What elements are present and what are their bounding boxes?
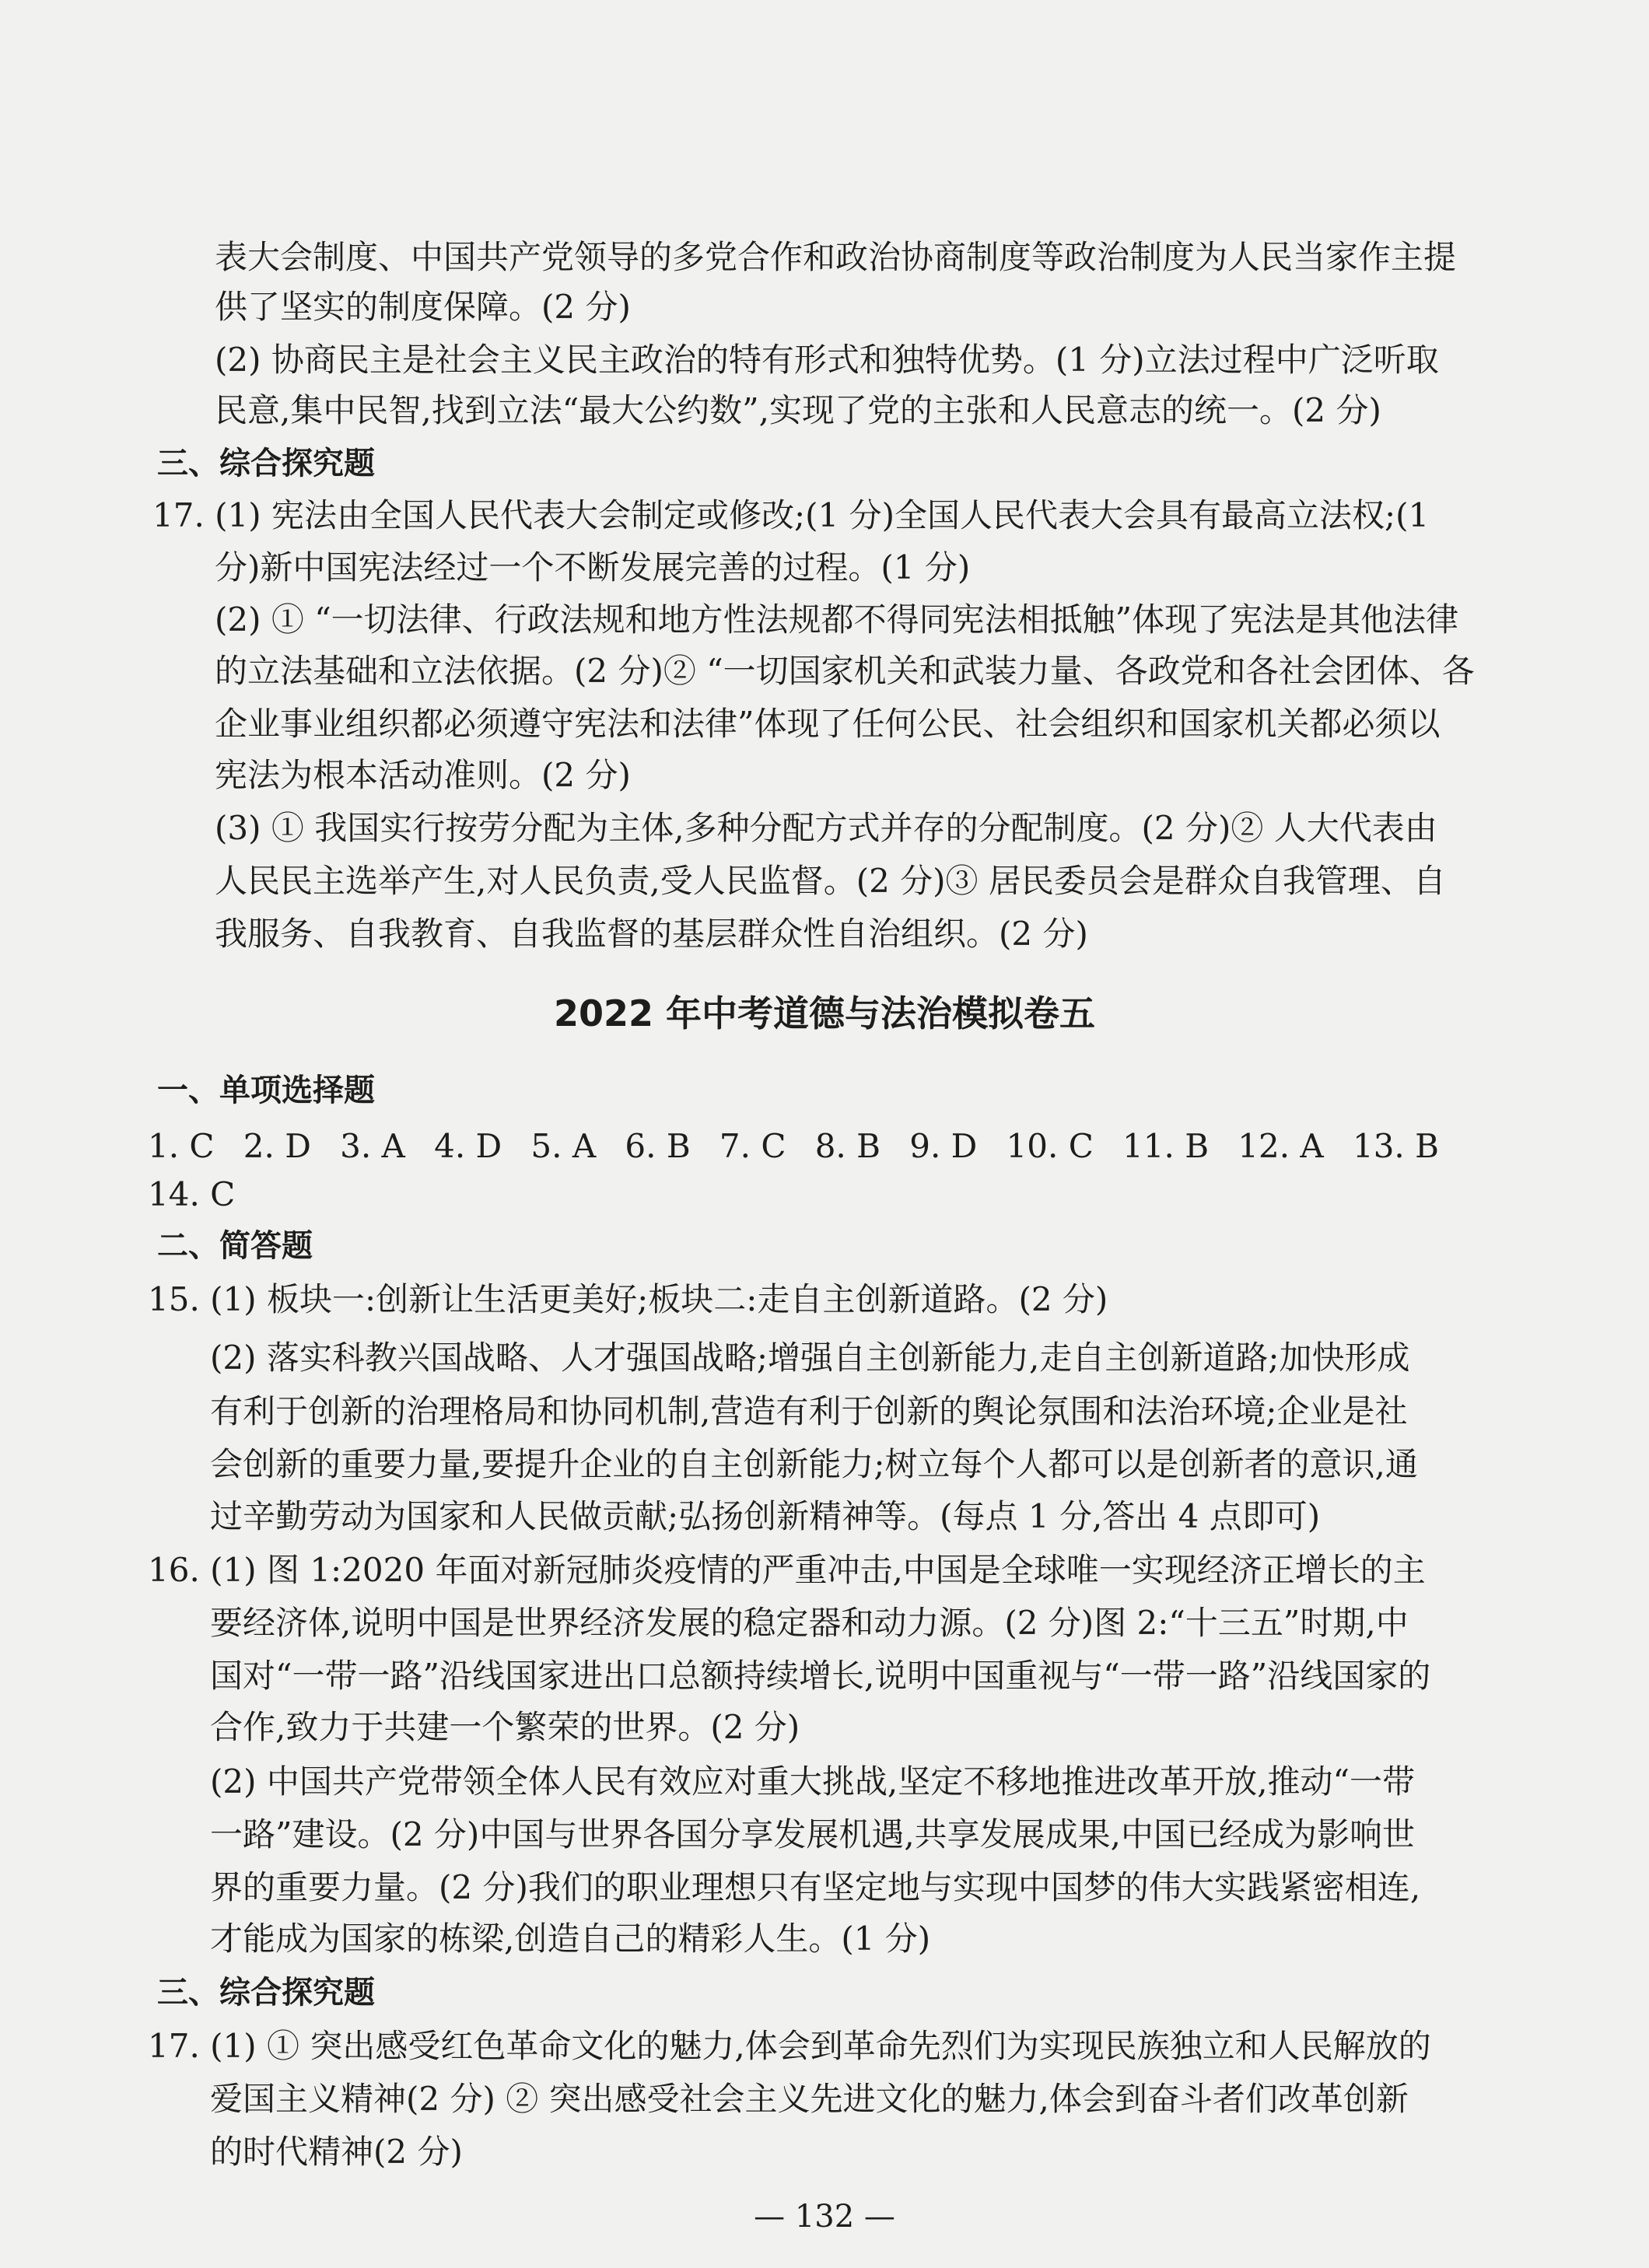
paragraph-line: 供了坚实的制度保障。(2 分) (215, 288, 631, 326)
paragraph-line: 15. (1) 板块一:创新让生活更美好;板块二:走自主创新道路。(2 分) (148, 1280, 1108, 1318)
section-heading: 一、单项选择题 (157, 1073, 375, 1108)
paragraph-line: 宪法为根本活动准则。(2 分) (215, 756, 631, 794)
paragraph-line: 的立法基础和立法依据。(2 分)② “一切国家机关和武装力量、各政党和各社会团体、各 (215, 652, 1475, 690)
answer-item: 14. C (148, 1175, 236, 1213)
answer-item: 3. A (340, 1127, 405, 1165)
answer-item: 8. B (814, 1127, 881, 1165)
paragraph-line: 16. (1) 图 1:2020 年面对新冠肺炎疫情的严重冲击,中国是全球唯一实现经济正增长的主 (148, 1551, 1426, 1589)
page-number: — 132 — (754, 2199, 895, 2235)
paragraph-line: 一路”建设。(2 分)中国与世界各国分享发展机遇,共享发展成果,中国已经成为影响世 (210, 1815, 1416, 1853)
section-heading: 三、综合探究题 (157, 1975, 375, 2011)
choice-answers-row (148, 1122, 1439, 1171)
paragraph-line: 有利于创新的治理格局和协同机制,营造有利于创新的舆论氛围和法治环境;企业是社 (210, 1392, 1408, 1430)
paragraph-line: 人民民主选举产生,对人民负责,受人民监督。(2 分)③ 居民委员会是群众自我管理、自 (215, 862, 1446, 900)
answer-item: 5. A (530, 1127, 597, 1165)
paragraph-line: 企业事业组织都必须遵守宪法和法律”体现了任何公民、社会组织和国家机关都必须以 (215, 705, 1441, 743)
answer-item: 13. B (1352, 1127, 1439, 1165)
answer-item: 4. D (434, 1127, 502, 1165)
answer-item: 2. D (243, 1127, 311, 1165)
paragraph-line: 过辛勤劳动为国家和人民做贡献;弘扬创新精神等。(每点 1 分,答出 4 点即可) (210, 1497, 1321, 1535)
paragraph-line: (2) 中国共产党带领全体人民有效应对重大挑战,坚定不移地推进改革开放,推动“一带 (210, 1762, 1416, 1801)
answer-item: 12. A (1238, 1127, 1324, 1165)
paragraph-line: 合作,致力于共建一个繁荣的世界。(2 分) (210, 1708, 800, 1746)
section-heading: 二、简答题 (157, 1228, 313, 1264)
paragraph-line: 我服务、自我教育、自我监督的基层群众性自治组织。(2 分) (215, 915, 1088, 953)
paragraph-line: (2) 落实科教兴国战略、人才强国战略;增强自主创新能力,走自主创新道路;加快形成 (210, 1339, 1410, 1377)
paragraph-line: 界的重要力量。(2 分)我们的职业理想只有坚定地与实现中国梦的伟大实践紧密相连, (210, 1868, 1421, 1906)
paragraph-line: (2) 协商民主是社会主义民主政治的特有形式和独特优势。(1 分)立法过程中广泛听取 (215, 341, 1439, 379)
answer-item: 6. B (625, 1127, 691, 1165)
paragraph-line: 会创新的重要力量,要提升企业的自主创新能力;树立每个人都可以是创新者的意识,通 (210, 1445, 1418, 1483)
answer-item: 7. C (719, 1127, 786, 1165)
paragraph-line: 才能成为国家的栋梁,创造自己的精彩人生。(1 分) (210, 1920, 931, 1958)
paragraph-line: 17. (1) ① 突出感受红色革命文化的魅力,体会到革命先烈们为实现民族独立和人民解放的 (148, 2027, 1431, 2065)
paragraph-line: 17. (1) 宪法由全国人民代表大会制定或修改;(1 分)全国人民代表大会具有最高立法权;(1 (152, 496, 1430, 534)
paragraph-line: 的时代精神(2 分) (210, 2133, 463, 2171)
paragraph-line: 民意,集中民智,找到立法“最大公约数”,实现了党的主张和人民意志的统一。(2 分) (215, 391, 1381, 429)
paragraph-line: 国对“一带一路”沿线国家进出口总额持续增长,说明中国重视与“一带一路”沿线国家的 (210, 1657, 1431, 1695)
paragraph-line: (3) ① 我国实行按劳分配为主体,多种分配方式并存的分配制度。(2 分)② 人大代表由 (215, 809, 1437, 847)
paragraph-line: 爱国主义精神(2 分) ② 突出感受社会主义先进文化的魅力,体会到奋斗者们改革创新 (210, 2080, 1409, 2118)
answer-item: 9. D (909, 1127, 978, 1165)
paragraph-line: 要经济体,说明中国是世界经济发展的稳定器和动力源。(2 分)图 2:“十三五”时期,中 (210, 1604, 1409, 1642)
section-heading: 三、综合探究题 (157, 446, 375, 481)
answer-item: 11. B (1122, 1127, 1210, 1165)
answer-item: 1. C (148, 1127, 215, 1165)
paragraph-line: 分)新中国宪法经过一个不断发展完善的过程。(1 分) (215, 548, 971, 586)
exam-title: 2022 年中考道德与法治模拟卷五 (553, 992, 1096, 1034)
answer-item: 10. C (1006, 1127, 1094, 1165)
paragraph-line: 表大会制度、中国共产党领导的多党合作和政治协商制度等政治制度为人民当家作主提 (215, 238, 1457, 276)
paragraph-line: (2) ① “一切法律、行政法规和地方性法规都不得同宪法相抵触”体现了宪法是其他法律 (215, 600, 1459, 639)
